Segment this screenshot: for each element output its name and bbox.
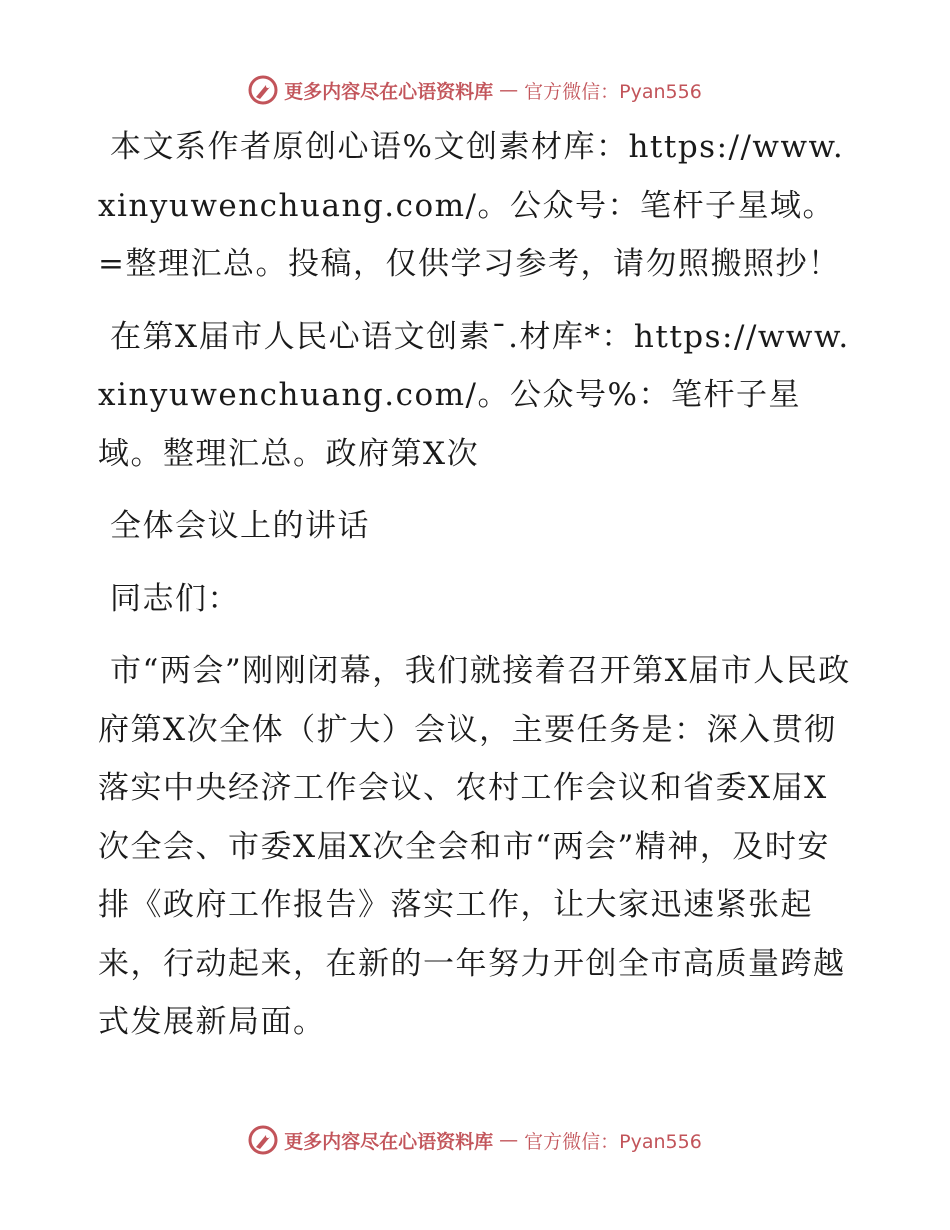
document-title-continuation: 全体会议上的讲话: [110, 508, 370, 544]
document-body: [98, 118, 858, 1066]
salutation: 同志们：: [110, 580, 240, 617]
copyright-notice: 本文系作者原创心语%文创素材库：https://www.xinyuwenchuang.com/。公众号：笔杆子星域。=整理汇总。投稿，仅供学习参考，请勿照搬照抄！: [98, 129, 845, 282]
pen-nib-logo-icon: [248, 75, 278, 105]
banner-separator: —: [499, 1129, 519, 1151]
banner-contact: 官方微信：Pyan556: [524, 80, 702, 103]
body-paragraph: 市“两会”刚刚闭幕，我们就接着召开第X届市人民政府第X次全体（扩大）会议，主要任务是：深入贯彻落实中央经济工作会议、农村工作会议和省委X届X次全会、市委X届X次全会和市“两会”精神，及时安排《政府工作报告》落实工作，让大家迅速紧张起来，行动起来，在新的一年努力开创全市高质量跨越式发展新局面。: [98, 653, 851, 1040]
banner-separator: —: [499, 79, 519, 101]
header-banner: [0, 70, 950, 110]
banner-contact: 官方微信：Pyan556: [524, 1130, 702, 1153]
document-title-line: 在第X届市人民心语文创素¯.材库*：https://www.xinyuwenchuang.com/。公众号%：笔杆子星域。整理汇总。政府第X次: [98, 318, 850, 472]
pen-nib-logo-icon: [248, 1125, 278, 1155]
footer-banner: [0, 1120, 950, 1160]
banner-title: 更多内容尽在心语资料库: [284, 80, 494, 103]
banner-title: 更多内容尽在心语资料库: [284, 1130, 494, 1153]
